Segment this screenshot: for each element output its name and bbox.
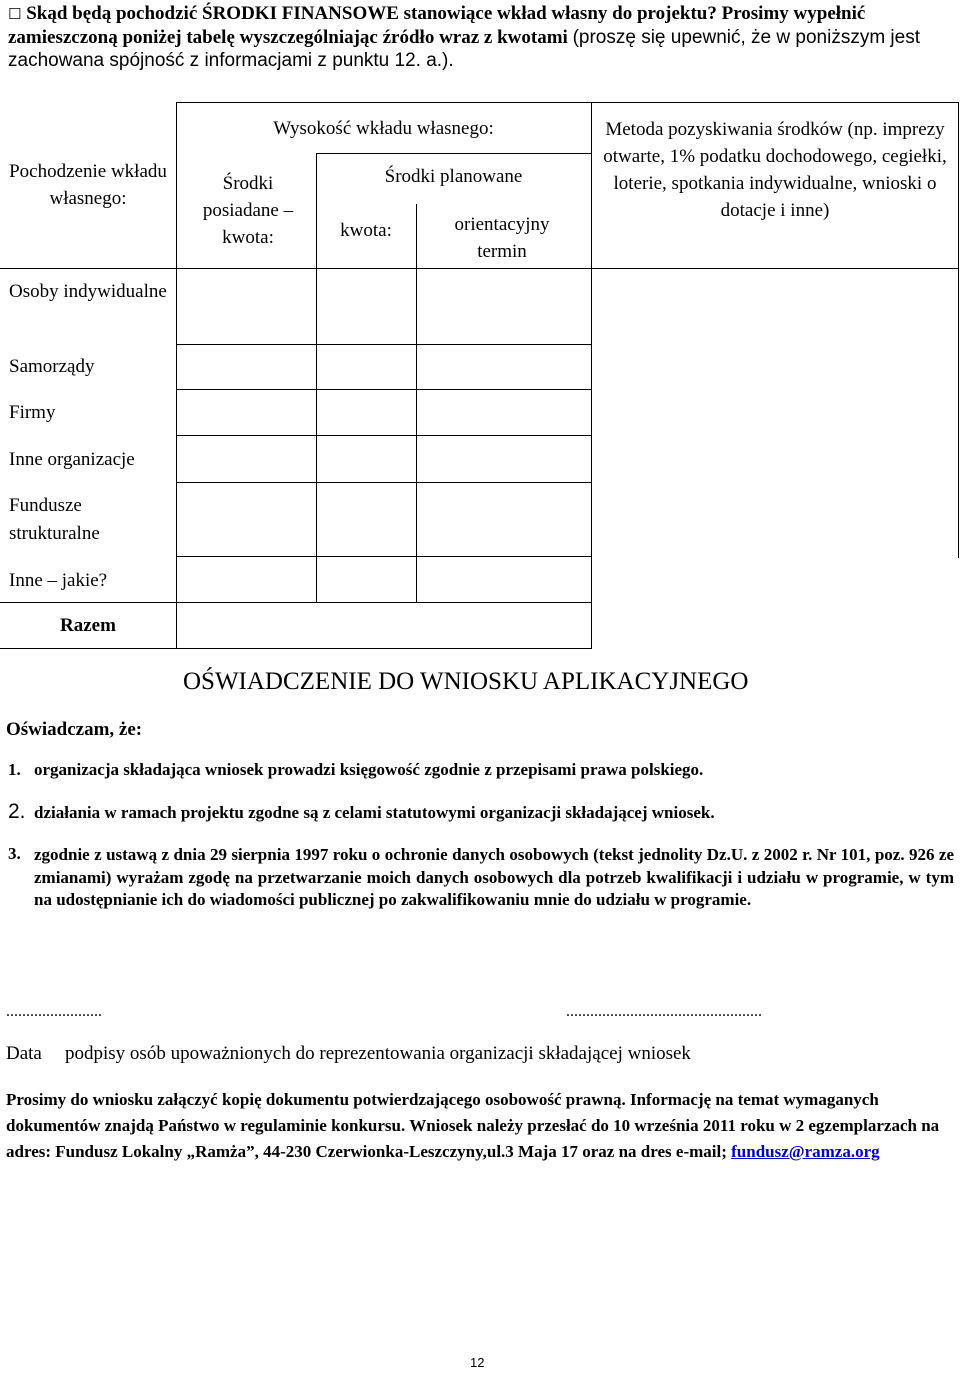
header-planned: Środki planowane [384,166,523,187]
header-planned-amount: kwota: [340,220,392,241]
intro-bold-text: Skąd będą pochodzić ŚRODKI FINANSOWE stanowiące wkład własny do projektu? Prosimy wypełnić zamieszczoną poniżej tabelę wyszczególniając źródło wraz z kwotami [8,3,866,48]
declaration-item-1 [8,759,953,782]
row-label-local-governments: Samorządy [9,356,95,377]
signature-label: podpisy osób upoważnionych do reprezentowania organizacji składającej wniosek [65,1043,691,1064]
intro-paragraph [8,2,956,72]
signature-dotted-line: ................................................. [566,1003,762,1020]
header-owned: Środki posiadane – kwota: [202,173,294,248]
item-number: 2. [8,800,26,823]
declaration-title: OŚWIADCZENIE DO WNIOSKU APLIKACYJNEGO [183,668,749,695]
row-label-total: Razem [60,615,116,636]
row-label-structural-funds: Fundusze strukturalne [9,495,100,544]
row-label-other: Inne – jakie? [9,570,108,591]
page-number: 12 [470,1355,485,1370]
email-link[interactable]: fundusz@ramza.org [731,1142,880,1161]
row-label-other-organizations: Inne organizacje [9,449,135,470]
declaration-item-3: zgodnie z ustawą z dnia 29 sierpnia 1997 roku o ochronie danych osobowych (tekst jednolity Dz.U. z 2002 r. Nr 101, poz. 926 ze zmianami) wyrażam zgodę na przetwarzanie moich danych osobowych dla potrzeb kwalifikacji i udziału w programie, w tym na udostępnianie ich do wiadomości publicznej po zakwalifikowaniu mnie do udziału w programie. [34,845,954,909]
item-text: działania w ramach projektu zgodne są z celami statutowymi organizacji składającej wniosek. [34,803,715,822]
intro-plain-text: (proszę się upewnić, że w poniższym jest zachowana spójność z informacjami z punktu 12. a.). [8,27,920,71]
declaration-item-2 [8,801,953,825]
row-label-companies: Firmy [9,402,56,423]
header-origin: Pochodzenie wkładu własnego: [9,161,167,209]
header-height: Wysokość wkładu własnego: [273,118,494,139]
date-dotted-line: ........................ [6,1003,102,1020]
checkbox-icon: ☐ [8,5,22,23]
note-text: Prosimy do wniosku załączyć kopię dokumentu potwierdzającego osobowość prawną. Informację na temat wymaganych dokumentów znajdą Państwo w regulaminie konkursu. Wniosek należy przesłać do 10 września 2011 roku w 2 egzemplarzach na adres: Fundusz Lokalny „Ramża”, 44-230 Czerwionka-Leszczyny,ul.3 Maja 17 oraz na dres e-mail; [6,1090,940,1161]
header-planned-term: orientacyjny termin [454,214,550,262]
item-number: 3. [8,844,21,863]
item-text: organizacja składająca wniosek prowadzi księgowość zgodnie z przepisami prawa polskiego. [34,760,704,779]
submission-note [6,1087,954,1165]
item-number: 1. [8,760,21,779]
header-method: Metoda pozyskiwania środków (np. imprezy otwarte, 1% podatku dochodowego, cegiełki, loterie, spotkania indywidualne, wnioski o dotacje i inne) [603,119,947,221]
date-label: Data [6,1043,42,1064]
declaration-intro: Oświadczam, że: [6,719,143,740]
row-label-individuals: Osoby indywidualne [9,281,167,302]
